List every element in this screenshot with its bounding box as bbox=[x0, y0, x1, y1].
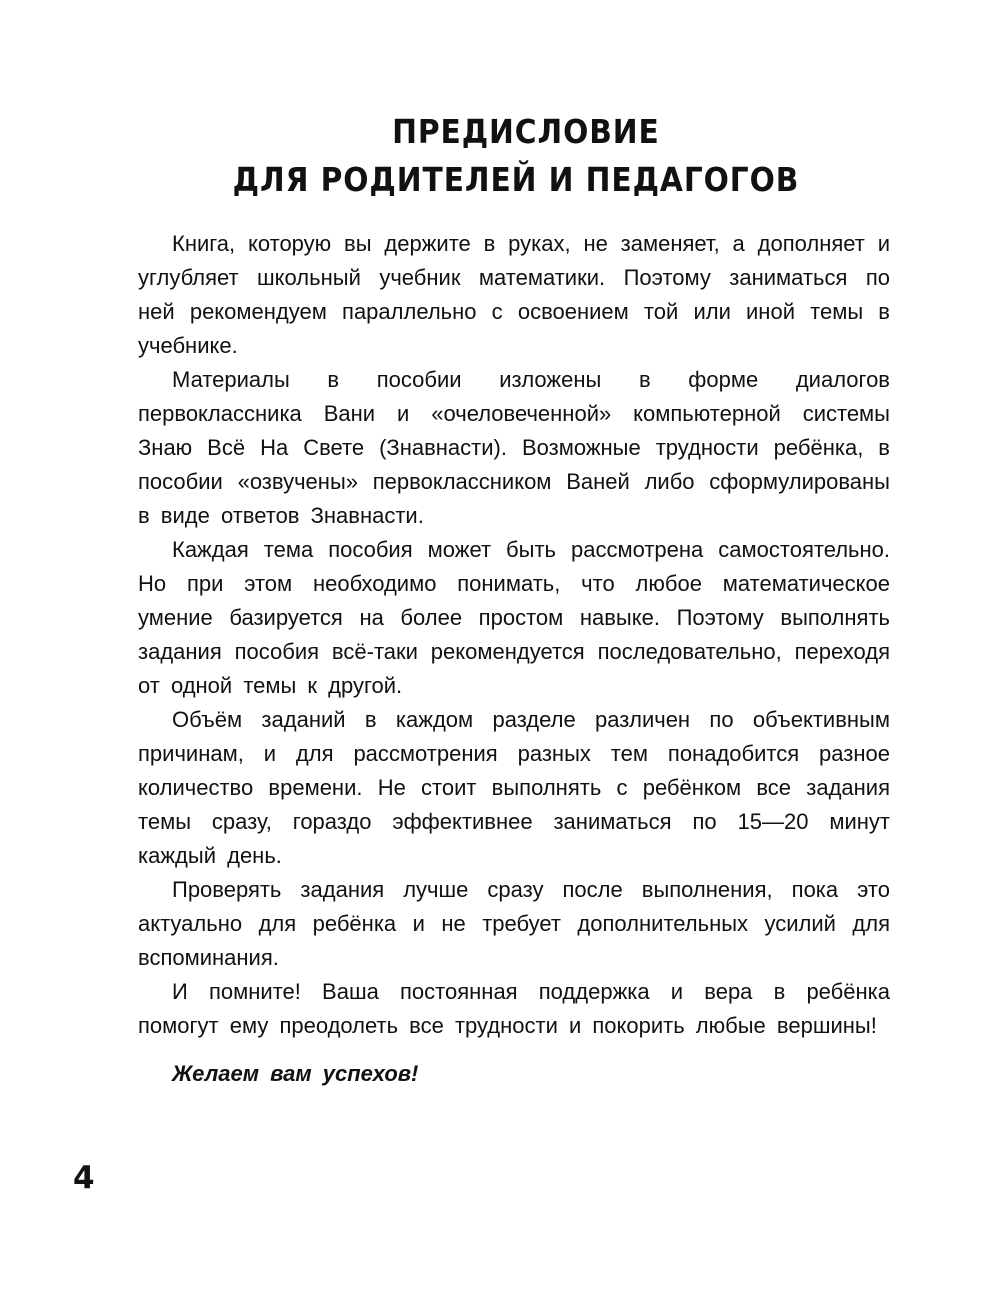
page-number: 4 bbox=[73, 1160, 95, 1196]
paragraph-5: Проверять задания лучше сразу после выполнения, пока это актуально для ребёнка и не требует дополнительных усилий для вспоминания. bbox=[138, 877, 890, 970]
paragraph-4: Объём заданий в каждом разделе различен по объективным причинам, и для рассмотрения разных тем понадобится разное количество времени. Не стоит выполнять с ребёнком все задания темы сразу, гораздо эффективнее заниматься по 15—20 минут каждый день. bbox=[138, 707, 890, 868]
foreword-text bbox=[138, 227, 890, 1091]
paragraph-1: Книга, которую вы держите в руках, не заменяет, а дополняет и углубляет школьный учебник математики. Поэтому заниматься по ней рекомендуем параллельно с освоением той или иной темы в учебнике. bbox=[138, 231, 890, 358]
page-title bbox=[0, 108, 987, 204]
paragraph-3: Каждая тема пособия может быть рассмотрена самостоятельно. Но при этом необходимо понимать, что любое математическое умение базируется на более простом навыке. Поэтому выполнять задания пособия всё-таки рекомендуется последовательно, переходя от одной темы к другой. bbox=[138, 537, 890, 698]
title-line-2: ДЛЯ РОДИТЕЛЕЙ И ПЕДАГОГОВ bbox=[232, 160, 800, 199]
paragraph-2: Материалы в пособии изложены в форме диалогов первоклассника Вани и «очеловеченной» компьютерной системы Знаю Всё На Свете (Знавнасти). Возможные трудности ребёнка, в пособии «озвучены» первоклассником Ваней либо сформулированы в виде ответов Знавнасти. bbox=[138, 367, 890, 528]
closing-wish: Желаем вам успехов! bbox=[172, 1061, 419, 1086]
paragraph-6: И помните! Ваша постоянная поддержка и вера в ребёнка помогут ему преодолеть все трудности и покорить любые вершины! bbox=[138, 979, 890, 1038]
title-line-1: ПРЕДИСЛОВИЕ bbox=[392, 112, 660, 151]
